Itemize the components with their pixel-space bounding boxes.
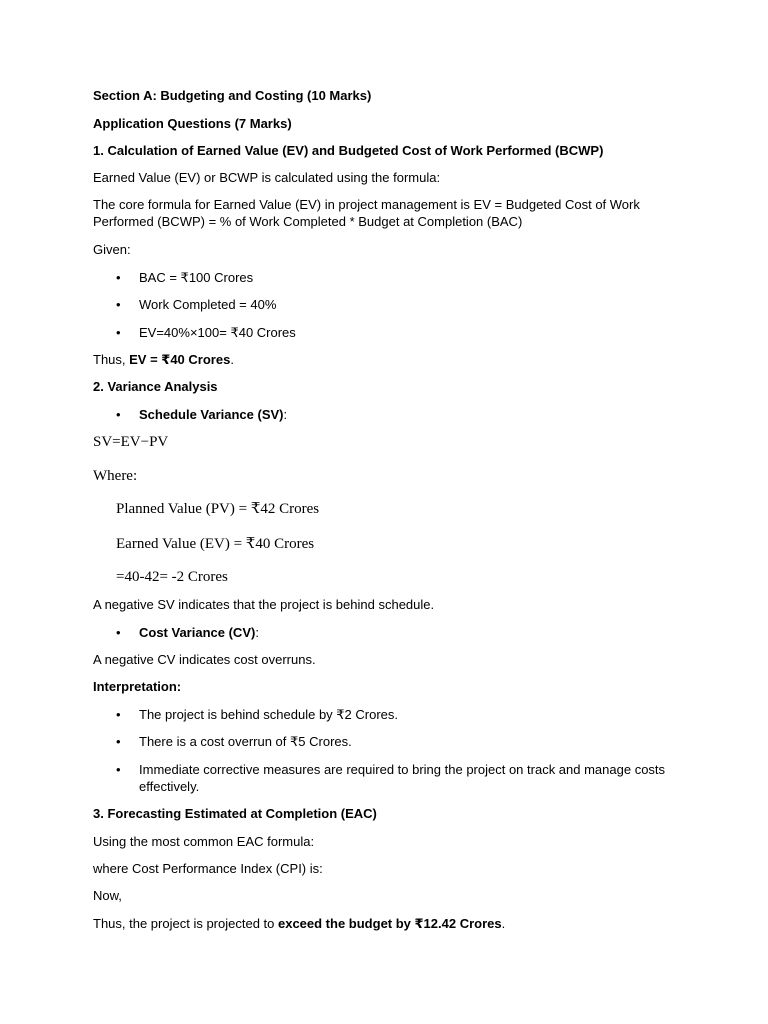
q1-thus-bold: EV = ₹40 Crores [129,352,231,367]
q2-sv-formula: SV=EV−PV [93,434,169,450]
bullet-icon: • [116,297,121,312]
q1-given: Given: [93,242,131,257]
q1-bullet-bac: BAC = ₹100 Crores [139,270,254,285]
q2-interp-bullet-corrective: Immediate corrective measures are required to bring the project on track and manage costs effectively. [139,762,666,794]
bullet-icon: • [116,762,121,777]
q3-line-eac-formula: Using the most common EAC formula: [93,834,315,849]
bullet-icon: • [116,707,121,722]
bullet-icon: • [116,325,121,340]
q3-final-suffix: . [501,916,506,931]
q2-ev-line: Earned Value (EV) = ₹40 Crores [116,536,315,552]
bullet-icon: • [116,270,121,285]
q2-sv-bullet-label: Schedule Variance (SV) [139,407,284,422]
application-questions-heading: Application Questions (7 Marks) [93,116,292,131]
q3-final-bold: exceed the budget by ₹12.42 Crores [277,916,502,931]
q2-calc-line: =40-42= -2 Crores [116,569,228,585]
q3-line-now: Now, [93,888,122,903]
q2-cv-note: A negative CV indicates cost overruns. [93,652,316,667]
q2-sv-note: A negative SV indicates that the project is behind schedule. [93,597,435,612]
q2-interp-bullet-cost: There is a cost overrun of ₹5 Crores. [139,734,352,749]
q1-thus-suffix: . [230,352,234,367]
q3-line-cpi: where Cost Performance Index (CPI) is: [93,861,323,876]
q2-cv-bullet-label: Cost Variance (CV) [139,625,256,640]
q1-heading: 1. Calculation of Earned Value (EV) and Budgeted Cost of Work Performed (BCWP) [93,143,604,158]
bullet-icon: • [116,407,121,422]
q3-final-prefix: Thus, the project is projected to [93,916,278,931]
q1-intro: Earned Value (EV) or BCWP is calculated using the formula: [93,170,441,185]
q2-interp-bullet-schedule: The project is behind schedule by ₹2 Crores. [139,707,399,722]
q1-bullet-work-completed: Work Completed = 40% [139,297,277,312]
bullet-icon: • [116,625,121,640]
q2-heading: 2. Variance Analysis [93,379,218,394]
q1-thus-prefix: Thus, [93,352,130,367]
q1-formula-text: The core formula for Earned Value (EV) in project management is EV = Budgeted Cost of Work Performed (BCWP) = % of Work Completed * Budget at Completion (BAC) [93,197,640,229]
section-title: Section A: Budgeting and Costing (10 Marks) [93,88,372,103]
q2-sv-bullet-colon: : [283,407,288,422]
q2-pv-line: Planned Value (PV) = ₹42 Crores [116,501,320,517]
q1-bullet-ev: EV=40%×100= ₹40 Crores [139,325,296,340]
q2-where: Where: [93,468,138,484]
q2-sv-bullet [139,406,287,423]
q3-final-line [93,915,505,932]
q3-heading: 3. Forecasting Estimated at Completion (EAC) [93,806,377,821]
q2-cv-bullet-colon: : [255,625,259,640]
bullet-icon: • [116,734,121,749]
q1-thus-line [93,351,234,368]
q2-interpretation-heading: Interpretation: [93,679,182,694]
q2-cv-bullet [139,624,259,641]
